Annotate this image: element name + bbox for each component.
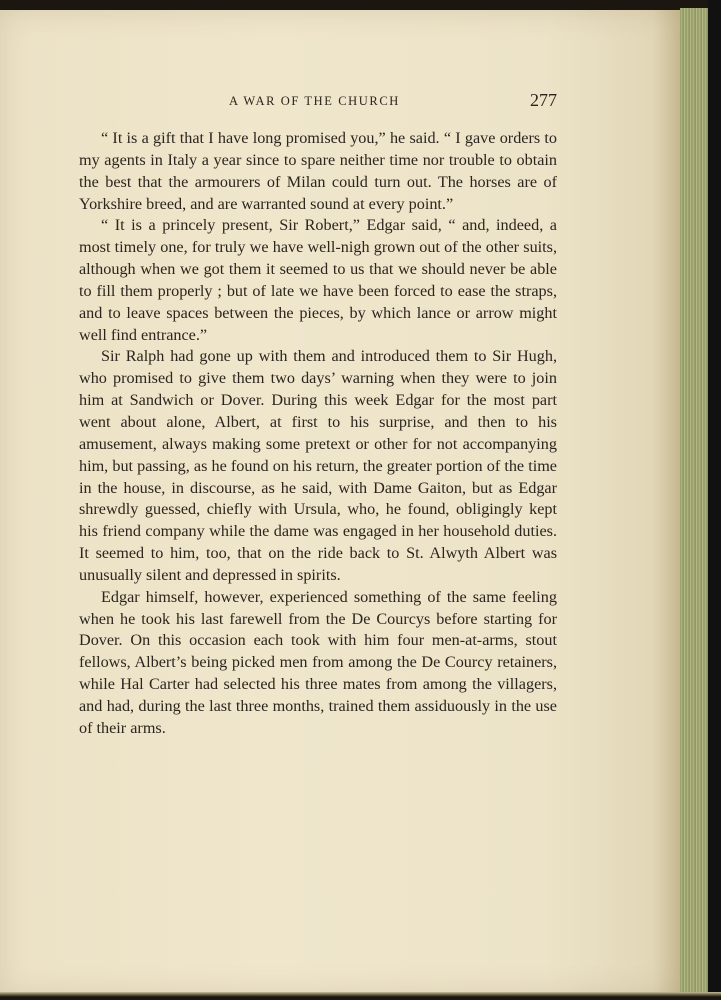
paragraph: Sir Ralph had gone up with them and introduced them to Sir Hugh, who promised to give them two days’ warning when they were to join him at Sandwich or Dover. During this week Edgar for the most part went about alone, Albert, at first to his surprise, and then to his amusement, always making some pretext or other for not accompanying him, but passing, as he found on his return, the greater portion of the time in the house, in discourse, as he said, with Dame Gaiton, but as Edgar shrewdly guessed, chiefly with Ursula, who, he found, obligingly kept his friend company while the dame was engaged in her household duties. It seemed to him, too, that on the ride back to St. Alwyth Albert was unusually silent and depressed in spirits.	[79, 347, 557, 584]
page-number: 277	[530, 90, 557, 110]
bottom-shadow	[0, 992, 721, 1000]
paragraph: Edgar himself, however, experienced something of the same feeling when he took his last farewell from the De Courcys before starting for Dover. On this occasion each took with him four men-at-arms, stout fellows, Albert’s being picked men from among the De Courcy retainers, while Hal Carter had selected his three mates from among the villagers, and had, during the last three months, trained them assiduously in the use of their arms.	[79, 587, 557, 737]
page-edges	[680, 8, 708, 992]
paragraph: “ It is a princely present, Sir Robert,” Edgar said, “ and, indeed, a most timely one, for truly we have well-nigh grown out of the other suits, although when we got them it seemed to us that we should never be able to fill them properly ; but of late we have been forced to ease the straps, and to leave spaces between the pieces, by which lance or arrow might well find entrance.”	[79, 216, 557, 344]
paragraph: “ It is a gift that I have long promised you,” he said. “ I gave orders to my agents in Italy a year since to spare neither time nor trouble to obtain the best that the armourers of Milan could turn out. The horses are of Yorkshire breed, and are warranted sound at every point.”	[79, 129, 557, 213]
body-text	[79, 128, 557, 740]
book-edge	[708, 0, 721, 1000]
running-head: A WAR OF THE CHURCH	[229, 94, 400, 108]
page-header	[79, 92, 557, 114]
